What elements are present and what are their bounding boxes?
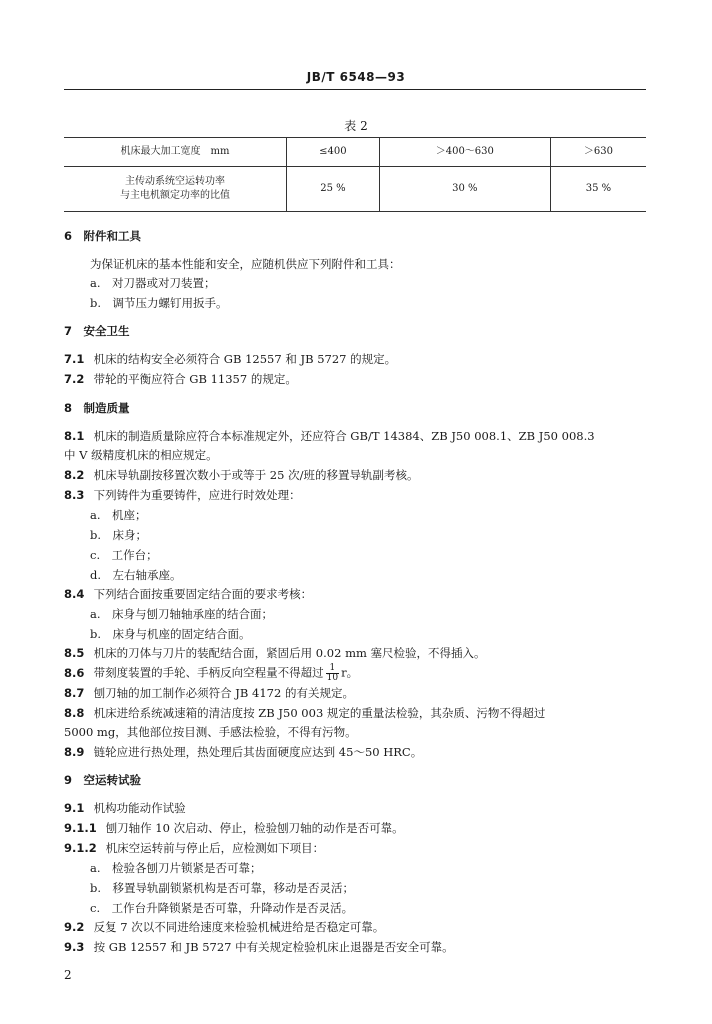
table-cell: ＞630 (550, 138, 646, 167)
table-cell: ＞400～630 (379, 138, 550, 167)
section-heading: 9 空运转试验 (64, 773, 142, 787)
clause-number: 9.1.1 (64, 821, 97, 835)
clause (64, 487, 301, 503)
spec-table (64, 137, 646, 212)
clause-number: 8.3 (64, 488, 85, 502)
clause (64, 840, 324, 856)
clause-number: 8.2 (64, 468, 85, 482)
clause (64, 664, 358, 683)
clause-text: 机床的刀体与刀片的装配结合面，紧固后用 0.02 mm 塞尺检验，不得插入。 (93, 646, 486, 660)
list-item: c. 工作台； (90, 548, 158, 562)
list-item: c. 工作台升降锁紧是否可靠，升降动作是否灵活。 (90, 901, 354, 915)
clause-continuation: 5000 mg，其他部位按目测、手感法检验，不得有污物。 (64, 725, 357, 739)
clause-text: 链轮应进行热处理，热处理后其齿面硬度应达到 45～50 HRC。 (93, 745, 423, 759)
clause-number: 8.6 (64, 665, 85, 680)
clause (64, 744, 422, 760)
table-cell: 35 % (550, 167, 646, 212)
list-item: b. 床身； (90, 528, 148, 542)
clause-text: 带刻度装置的手轮、手柄反向空程量不得超过 (93, 665, 324, 680)
table-cell: 机床最大加工宽度 mm (64, 138, 287, 167)
clause-number: 9.3 (64, 940, 85, 954)
paragraph: 为保证机床的基本性能和安全，应随机供应下列附件和工具： (90, 257, 401, 271)
clause (64, 685, 354, 701)
clause (64, 428, 595, 444)
clause-number: 9.1 (64, 801, 85, 815)
table-cell: 25 % (287, 167, 380, 212)
clause-text: 刨刀轴的加工制作必须符合 JB 4172 的有关规定。 (93, 686, 354, 700)
clause-text: 机床导轨副按移置次数小于或等于 25 次/班的移置导轨副考核。 (93, 468, 419, 482)
clause (64, 820, 404, 836)
clause-text: 机床进给系统减速箱的清洁度按 ZB J50 003 规定的重量法检验，其杂质、污物不得超过 (93, 706, 546, 720)
clause-text: 机床空运转前与停止后，应检测如下项目： (105, 841, 325, 855)
clause-number: 7.1 (64, 352, 85, 366)
clause-number: 8.1 (64, 429, 85, 443)
list-item: b. 床身与机座的固定结合面。 (90, 627, 251, 641)
clause-number: 8.9 (64, 745, 85, 759)
clause-text: 按 GB 12557 和 JB 5727 中有关规定检验机床止退器是否安全可靠。 (93, 940, 454, 954)
table-row (64, 138, 646, 167)
clause (64, 705, 545, 721)
clause-number: 9.1.2 (64, 841, 97, 855)
clause-text: 反复 7 次以不同进给速度来检验机械进给是否稳定可靠。 (93, 920, 385, 934)
page-number: 2 (64, 968, 72, 982)
table-caption: 表 2 (344, 119, 368, 133)
fraction-numerator: 1 (326, 664, 339, 674)
clause (64, 467, 418, 483)
clause-text: 机床的结构安全必须符合 GB 12557 和 JB 5727 的规定。 (93, 352, 397, 366)
clause (64, 351, 396, 367)
clause-text: 刨刀轴作 10 次启动、停止，检验刨刀轴的动作是否可靠。 (105, 821, 404, 835)
table-cell: 30 % (379, 167, 550, 212)
clause-text: r。 (341, 665, 359, 680)
section-heading: 7 安全卫生 (64, 324, 130, 338)
clause-text: 带轮的平衡应符合 GB 11357 的规定。 (93, 372, 297, 386)
clause-number: 8.5 (64, 646, 85, 660)
clause-number: 9.2 (64, 920, 85, 934)
row-label-line: 主传动系统空运转功率 (125, 176, 225, 187)
clause-text: 机床的制造质量除应符合本标准规定外，还应符合 GB/T 14384、ZB J50 008.1、ZB J50 008.3 (93, 429, 595, 443)
clause-continuation: 中 V 级精度机床的相应规定。 (64, 448, 218, 462)
clause-number: 8.8 (64, 706, 85, 720)
clause (64, 800, 186, 816)
list-item: a. 机座； (90, 508, 147, 522)
clause-text: 机构功能动作试验 (93, 801, 186, 815)
clause-number: 7.2 (64, 372, 85, 386)
list-item: b. 调节压力螺钉用扳手。 (90, 296, 228, 310)
list-item: a. 对刀器或对刀装置； (90, 276, 216, 290)
standard-code-header: JB/T 6548—93 (306, 70, 406, 84)
list-item: d. 左右轴承座。 (90, 568, 182, 582)
section-heading: 6 附件和工具 (64, 229, 142, 243)
header-rule (64, 89, 646, 90)
clause-text: 下列铸件为重要铸件，应进行时效处理： (93, 488, 301, 502)
clause-text: 下列结合面按重要固定结合面的要求考核： (93, 587, 313, 601)
table-row (64, 167, 646, 212)
clause-number: 8.7 (64, 686, 85, 700)
list-item: b. 移置导轨副锁紧机构是否可靠，移动是否灵活； (90, 881, 355, 895)
list-item: a. 床身与刨刀轴轴承座的结合面； (90, 607, 274, 621)
clause (64, 371, 297, 387)
list-item: a. 检验各刨刀片锁紧是否可靠； (90, 861, 262, 875)
table-cell (64, 167, 287, 212)
clause (64, 919, 384, 935)
section-heading: 8 制造质量 (64, 401, 130, 415)
table-cell: ≤400 (287, 138, 380, 167)
clause (64, 645, 486, 661)
row-label-line: 与主电机额定功率的比值 (120, 190, 230, 201)
clause (64, 939, 454, 955)
fraction-denominator: 10 (326, 673, 339, 683)
clause (64, 586, 312, 602)
fraction (326, 664, 339, 683)
clause-number: 8.4 (64, 587, 85, 601)
